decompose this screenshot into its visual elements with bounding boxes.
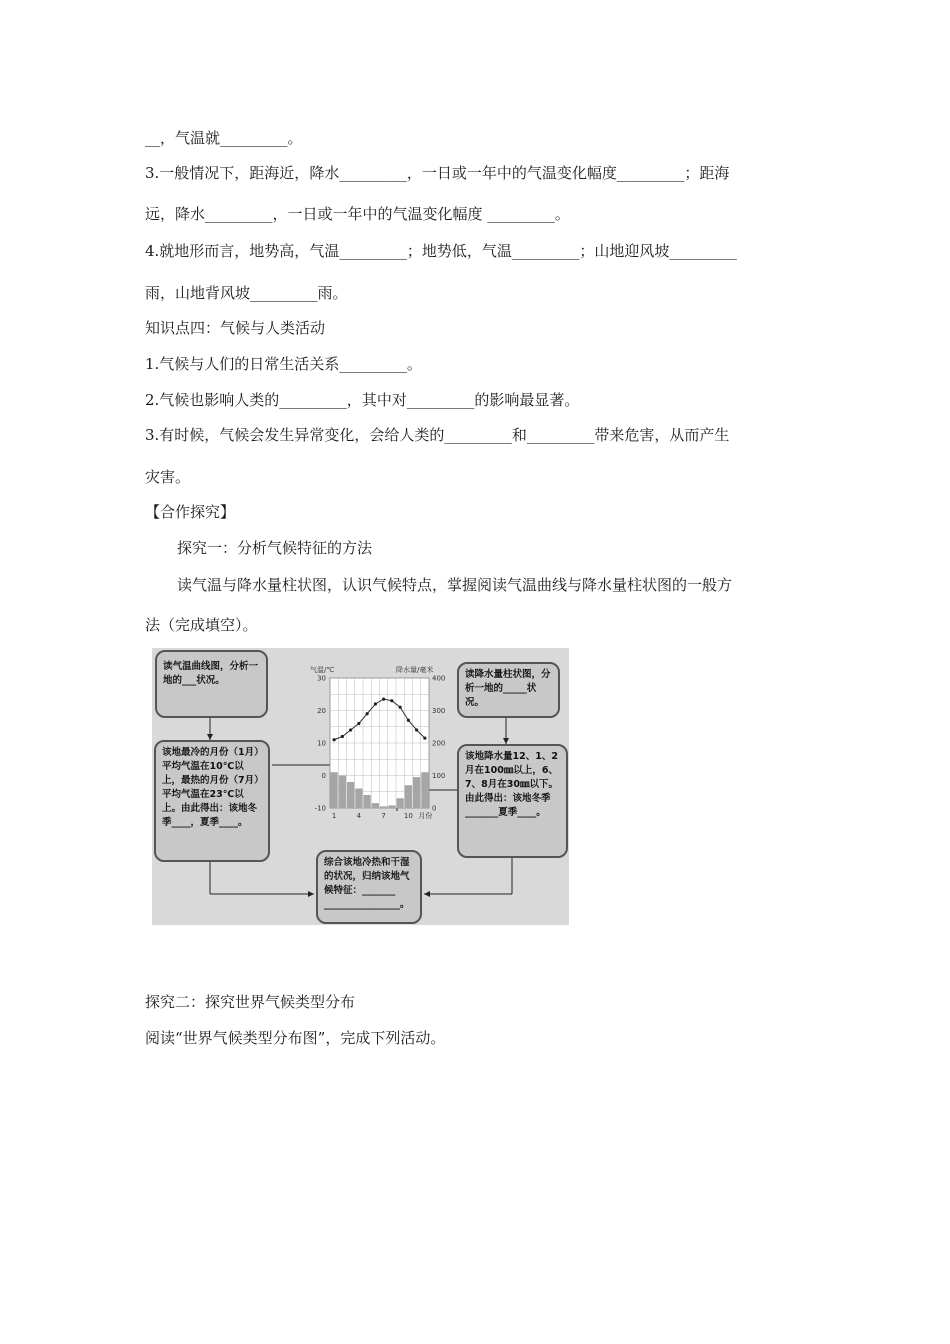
precipitation-bar bbox=[388, 805, 395, 808]
y-tick-label-right: 100 bbox=[432, 772, 446, 780]
y-tick-label-left: 20 bbox=[317, 707, 326, 715]
y-axis-label-left: 气温/℃ bbox=[310, 666, 335, 674]
box-climate-summary bbox=[316, 850, 422, 924]
inquiry-one-title: 探究一：分析气候特征的方法 bbox=[177, 539, 373, 557]
temperature-point bbox=[357, 722, 360, 725]
precipitation-bar bbox=[397, 798, 404, 808]
chart-plot-area bbox=[315, 675, 446, 821]
precipitation-bar bbox=[372, 803, 379, 808]
text-line-3: 远，降水_________，一日或一年中的气温变化幅度 _________。 bbox=[145, 205, 570, 223]
box-temperature-analysis: 该地最冷的月份（1月）平均气温在10℃以上，最热的月份（7月）平均气温在23℃以上。由此得出：该地冬季____，夏季____。 bbox=[154, 740, 270, 862]
temperature-point bbox=[333, 738, 336, 741]
y-tick-label-left: -10 bbox=[314, 804, 326, 813]
arrow-icon bbox=[308, 891, 314, 897]
summary-text: 综合该地冷热和干湿的状况，归纳该地气候特征：_______ bbox=[324, 857, 410, 896]
x-axis-unit: 月份 bbox=[418, 812, 433, 820]
y-tick-label-left: 30 bbox=[317, 674, 326, 683]
box-read-precipitation: 读降水量柱状图，分析一地的_____状况。 bbox=[457, 662, 560, 718]
temperature-point bbox=[390, 699, 393, 702]
text-line-9: 3.有时候，气候会发生异常变化，会给人类的_________和_________带来危害，从而产生 bbox=[145, 426, 730, 444]
x-tick-label: 1 bbox=[331, 812, 337, 820]
inquiry-two-title: 探究二：探究世界气候类型分布 bbox=[145, 993, 356, 1011]
text-line-10: 灾害。 bbox=[145, 468, 191, 486]
y-tick-label-right: 0 bbox=[432, 804, 437, 813]
text-line-5: 雨，山地背风坡_________雨。 bbox=[145, 284, 348, 302]
precipitation-bar bbox=[421, 772, 428, 808]
y-axis-label-right: 降水量/毫米 bbox=[396, 666, 434, 674]
text-line-14: 法（完成填空）。 bbox=[145, 616, 258, 634]
text-line-13: 读气温与降水量柱状图，认识气候特点，掌握阅读气温曲线与降水量柱状图的一般方 bbox=[177, 576, 733, 594]
box-read-temperature: 读气温曲线图，分析一地的___状况。 bbox=[155, 650, 268, 718]
temperature-point bbox=[399, 706, 402, 709]
arrow-icon bbox=[424, 891, 430, 897]
precipitation-bar bbox=[355, 789, 362, 809]
precipitation-bar bbox=[405, 785, 412, 808]
box-precipitation-analysis: 该地降水量12、1、2月在100㎜以上，6、7、8月在30㎜以下。由此得出：该地冬季_______夏季____。 bbox=[457, 744, 568, 858]
temperature-point bbox=[407, 719, 410, 722]
precipitation-bar bbox=[347, 782, 354, 808]
text-line-4: 4.就地形而言，地势高，气温_________；地势低，气温_________；山地迎风坡_________ bbox=[145, 242, 737, 260]
y-tick-label-right: 200 bbox=[432, 739, 446, 748]
text-line-8: 2.气候也影响人类的_________，其中对_________的影响最显著。 bbox=[145, 391, 580, 409]
precipitation-bar bbox=[413, 777, 420, 808]
text-line-16: 阅读“世界气候类型分布图”，完成下列活动。 bbox=[145, 1029, 446, 1047]
y-tick-label-left: 0 bbox=[321, 772, 326, 780]
temperature-point bbox=[415, 728, 418, 731]
cooperative-heading: 【合作探究】 bbox=[145, 503, 236, 521]
temperature-point bbox=[382, 698, 385, 701]
precipitation-bar bbox=[339, 776, 346, 809]
y-tick-label-right: 400 bbox=[432, 674, 446, 683]
x-tick-label: 4 bbox=[356, 812, 362, 820]
y-tick-label-left: 10 bbox=[317, 739, 326, 748]
text-line-1: __，气温就_________。 bbox=[145, 129, 303, 147]
temperature-point bbox=[341, 735, 344, 738]
precipitation-bar bbox=[380, 806, 387, 808]
temperature-point bbox=[366, 712, 369, 715]
temperature-point bbox=[374, 702, 377, 705]
temperature-point bbox=[423, 737, 426, 740]
precipitation-bar bbox=[364, 795, 371, 808]
text-line-7: 1.气候与人们的日常生活关系_________。 bbox=[145, 355, 422, 373]
x-tick-label: 7 bbox=[381, 812, 386, 820]
y-tick-label-right: 300 bbox=[432, 707, 446, 715]
text-line-2: 3.一般情况下，距海近，降水_________，一日或一年中的气温变化幅度_________；距海 bbox=[145, 164, 730, 182]
x-tick-label: 10 bbox=[403, 812, 413, 820]
climate-analysis-figure bbox=[152, 648, 569, 925]
temperature-point bbox=[349, 728, 352, 731]
section-heading-4: 知识点四：气候与人类活动 bbox=[145, 319, 326, 337]
summary-blank: ________________。 bbox=[324, 899, 410, 910]
precipitation-bar bbox=[331, 772, 338, 808]
